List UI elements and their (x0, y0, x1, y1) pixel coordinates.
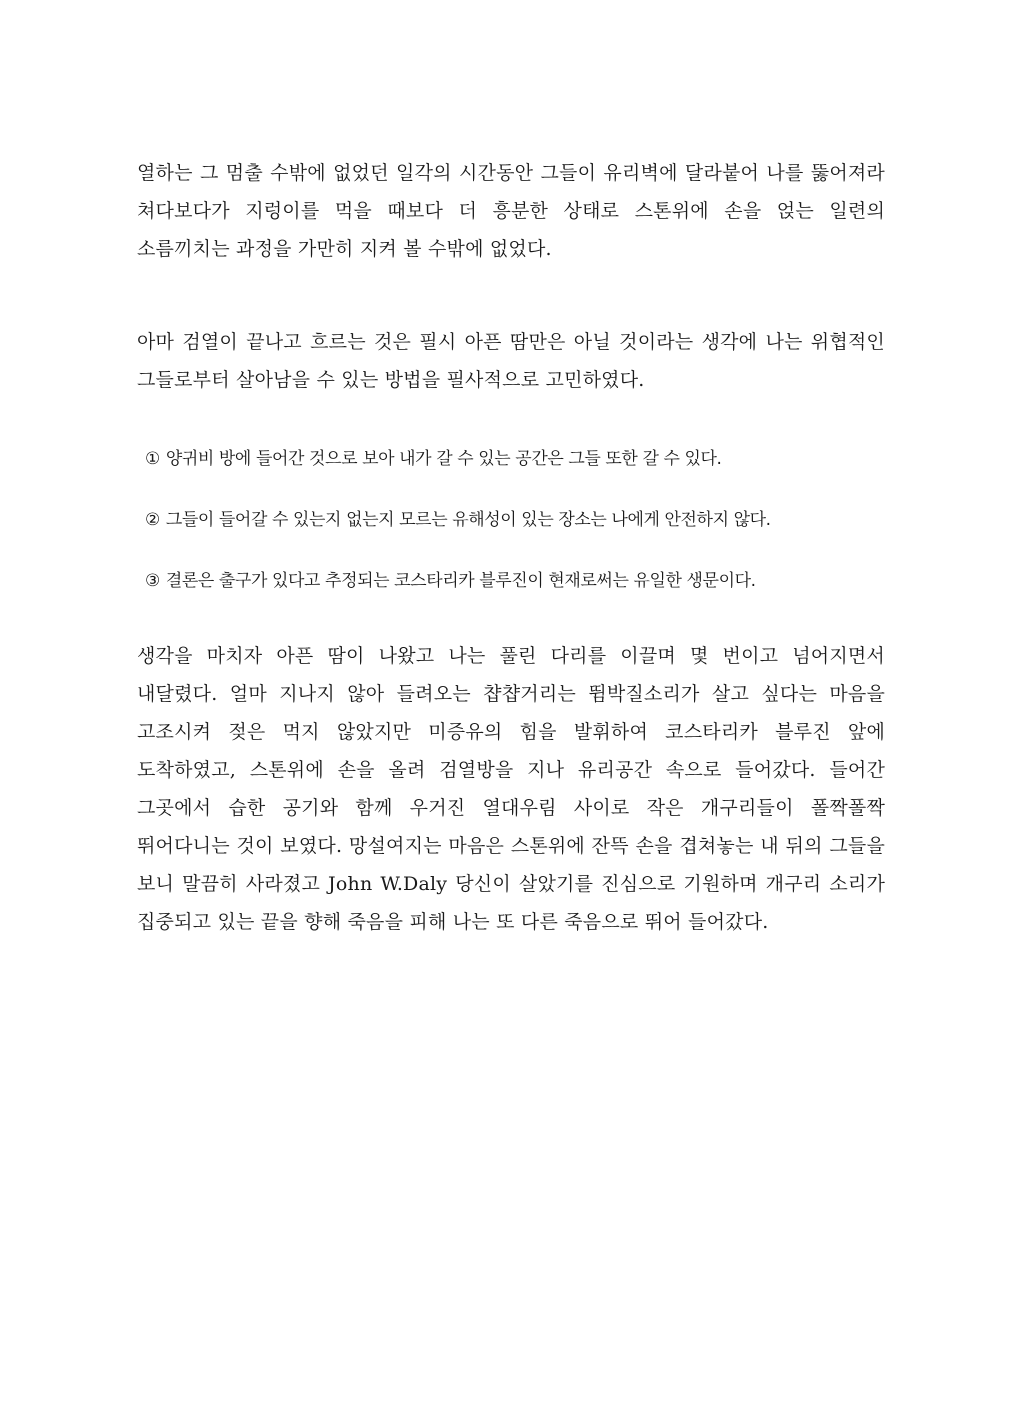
list-item-text: 결론은 출구가 있다고 추정되는 코스타리카 블루진이 현재로써는 유일한 생문이다. (165, 571, 756, 591)
list-item-marker: ③ (145, 571, 160, 591)
list-item (145, 507, 890, 568)
paragraph-1: 열하는 그 멈출 수밖에 없었던 일각의 시간동안 그들이 유리벽에 달라붙어 나를 뚫어져라 쳐다보다가 지렁이를 먹을 때보다 더 흥분한 상태로 스톤위에 손을 얹는 일련의 소름끼치는 과정을 가만히 지켜 볼 수밖에 없었다. (137, 162, 885, 260)
list-item-text: 그들이 들어갈 수 있는지 없는지 모르는 유해성이 있는 장소는 나에게 안전하지 않다. (165, 510, 771, 530)
paragraph-2: 아마 검열이 끝나고 흐르는 것은 필시 아픈 땀만은 아닐 것이라는 생각에 나는 위협적인 그들로부터 살아남을 수 있는 방법을 필사적으로 고민하였다. (137, 331, 885, 391)
paragraph-3: 생각을 마치자 아픈 땀이 나왔고 나는 풀린 다리를 이끌며 몇 번이고 넘어지면서 내달렸다. 얼마 지나지 않아 들려오는 챱챱거리는 뜀박질소리가 살고 싶다는 마음을 고조시켜 젖은 먹지 않았지만 미증유의 힘을 발휘하여 코스타리카 블루진 앞에 도착하였고, 스톤위에 손을 올려 검열방을 지나 유리공간 속으로 들어갔다. 들어간 그곳에서 습한 공기와 함께 우거진 열대우림 사이로 작은 개구리들이 폴짝폴짝 뛰어다니는 것이 보였다. 망설여지는 마음은 스톤위에 잔뜩 손을 겹쳐놓는 내 뒤의 그들을 보니 말끔히 사라졌고 John W.Daly 당신이 살았기를 진심으로 기원하며 개구리 소리가 집중되고 있는 끝을 향해 죽음을 피해 나는 또 다른 죽음으로 뛰어 들어갔다. (137, 645, 885, 933)
list-item (145, 446, 890, 507)
list-item-marker: ② (145, 510, 160, 530)
list-item-marker: ① (145, 449, 160, 469)
list-item-text: 양귀비 방에 들어간 것으로 보아 내가 갈 수 있는 공간은 그들 또한 갈 수 있다. (165, 449, 722, 469)
list-item (145, 568, 890, 629)
numbered-list (145, 446, 890, 629)
